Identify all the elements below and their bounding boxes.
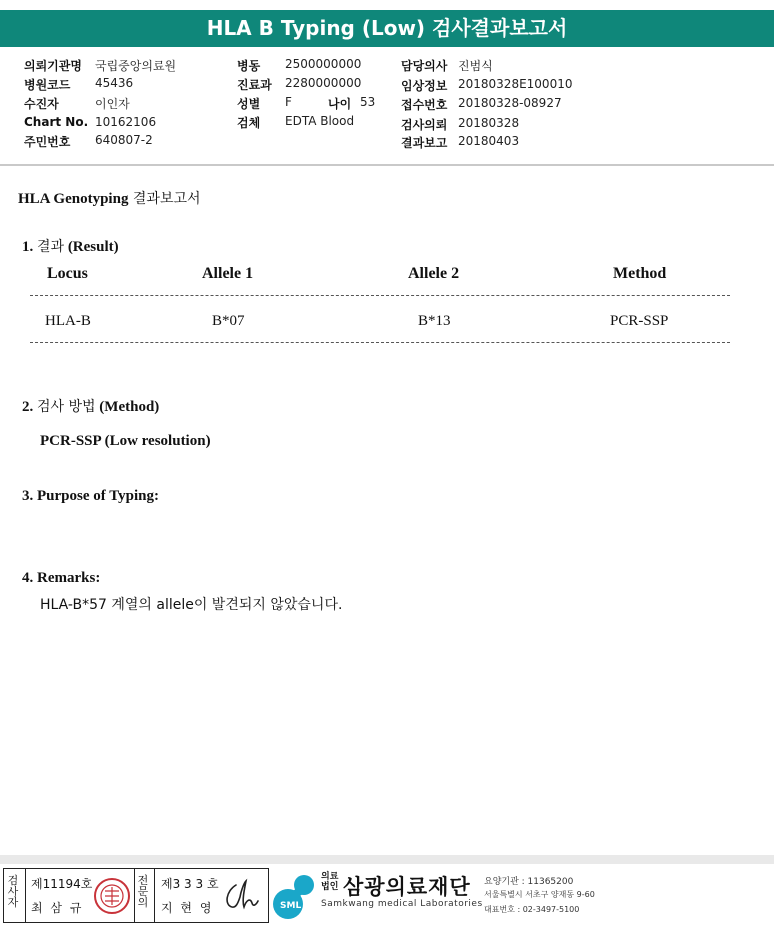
org-info-code: 요양기관 : 11365200 [484,877,574,887]
inspector-license: 제11194호 [31,877,93,891]
label-receipt-no: 접수번호 [401,98,448,112]
table-header-locus: Locus [47,265,88,282]
table-cell-locus: HLA-B [45,313,91,329]
value-department: 2280000000 [285,76,362,90]
org-info-address: 서울특별시 서초구 양재동 9-60 [484,890,595,899]
footer [0,855,774,935]
section-method-heading [22,396,159,416]
signature-box [3,868,269,923]
label-ward: 병동 [237,59,261,73]
section-method-ko: 검사 방법 [37,399,96,415]
label-institution: 의뢰기관명 [24,59,82,73]
table-divider-top [30,295,730,296]
section-method-num: 2. [22,399,34,415]
section-result-num: 1. [22,239,34,255]
value-clinical-info: 20180328E100010 [458,77,573,91]
label-report-date: 결과보고 [401,136,448,150]
vline-3 [154,869,155,922]
section-result-ko: 결과 [37,239,65,255]
value-institution: 국립중앙의료원 [95,59,177,73]
org-tag: 의료 법인 [321,872,339,892]
doctor-signature-icon [222,877,262,913]
value-receipt-no: 20180328-08927 [458,96,562,110]
inspector-name: 최 삼 규 [31,901,84,915]
inspector-label: 검사자 [7,874,19,909]
document-title [18,188,201,208]
section-result-en: (Result) [67,239,119,255]
sml-logo-text: SML [280,901,302,911]
table-header-method: Method [613,265,667,282]
table-cell-allele2: B*13 [418,313,451,329]
info-divider [0,164,774,166]
method-text: PCR-SSP (Low resolution) [40,433,211,449]
value-sex: F [285,95,292,109]
table-header-allele2: Allele 2 [408,265,460,282]
value-resident-no: 640807-2 [95,133,153,147]
org-name: 삼광의료재단 [343,875,471,899]
report-title: HLA B Typing (Low) 검사결과보고서 [0,10,774,47]
document-title-rest: 결과보고서 [128,191,201,207]
table-divider-bottom [30,342,730,343]
table-cell-allele1: B*07 [212,313,245,329]
org-info-phone: 대표번호 : 02-3497-5100 [484,905,580,914]
value-report-date: 20180403 [458,134,520,148]
value-physician: 진범식 [458,59,493,73]
label-clinical-info: 임상정보 [401,79,448,93]
label-chart-no: Chart No. [24,115,89,129]
org-english-name: Samkwang medical Laboratories [321,899,483,909]
value-chart-no: 10162106 [95,115,157,129]
label-resident-no: 주민번호 [24,135,71,149]
section-remarks-heading: 4. Remarks: [22,570,101,586]
table-header-allele1: Allele 1 [202,265,254,282]
value-ward: 2500000000 [285,57,362,71]
label-department: 진료과 [237,78,272,92]
vline-2 [134,869,135,922]
inspector-seal-icon [93,877,131,915]
label-patient: 수진자 [24,97,59,111]
value-request-date: 20180328 [458,116,520,130]
value-specimen: EDTA Blood [285,114,355,128]
patient-info [0,50,774,165]
vline-1 [25,869,26,922]
value-hospital-code: 45436 [95,76,134,90]
label-specimen: 검체 [237,116,261,130]
value-age: 53 [360,95,376,109]
label-age: 나이 [328,97,352,111]
table-cell-method: PCR-SSP [610,313,669,329]
label-hospital-code: 병원코드 [24,78,71,92]
label-sex: 성별 [237,97,261,111]
section-result-heading [22,236,119,256]
sml-logo-icon [270,871,320,921]
label-request-date: 검사의뢰 [401,118,448,132]
doctor-license: 제3 3 3 호 [161,877,219,891]
label-physician: 담당의사 [401,59,448,73]
doctor-label: 전문의 [137,874,149,909]
remarks-text-content: HLA-B*57 계열의 allele이 발견되지 않았습니다. [40,597,343,613]
value-patient: 이인자 [95,97,130,111]
remarks-text [40,594,342,614]
section-method-en: (Method) [99,399,160,415]
document-title-bold: HLA Genotyping [18,191,129,207]
section-purpose-heading: 3. Purpose of Typing: [22,488,159,504]
doctor-name: 지 현 영 [161,901,214,915]
